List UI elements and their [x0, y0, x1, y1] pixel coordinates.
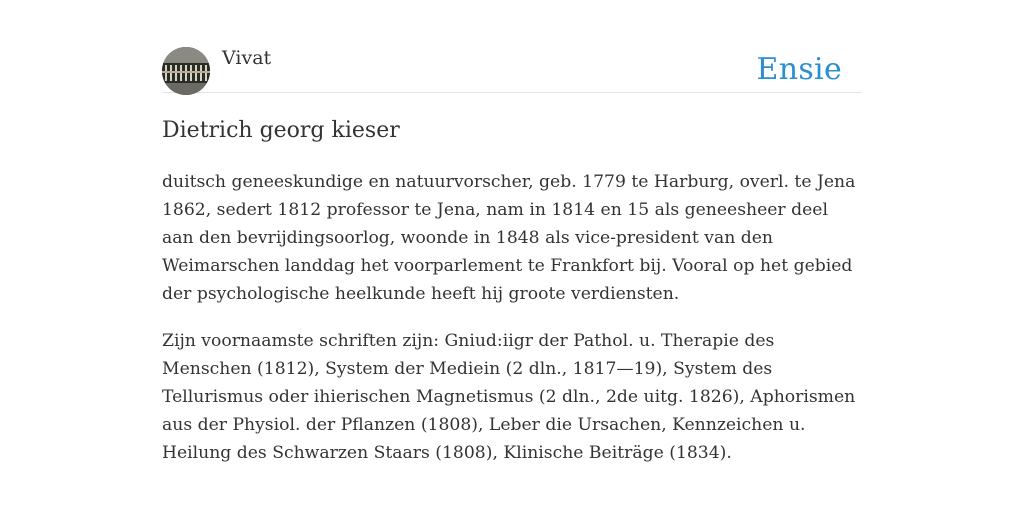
source-avatar[interactable]	[162, 47, 210, 95]
article-paragraph: duitsch geneeskundige en natuurvorscher, geb. 1779 te Harburg, overl. te Jena 1862, sedert 1812 professor te Jena, nam in 1814 en 15 als geneesheer deel aan den bevrijdingsoorlog, woonde in 1848 als vice-president van den Weimarschen landdag het voorparlement te Frankfort bij. Vooral op het gebied der psychologische heelkunde heeft hij groote verdiensten.	[162, 172, 856, 304]
header	[162, 46, 862, 93]
books-image-icon	[162, 47, 210, 95]
source-name[interactable]: Vivat	[222, 47, 272, 69]
article-title: Dietrich georg kieser	[162, 118, 400, 143]
article-paragraph: Zijn voornaamste schriften zijn: Gniud:iigr der Pathol. u. Therapie des Menschen (1812), System der Mediein (2 dln., 1817—19), System des Tellurismus oder ihierischen Magnetismus (2 dln., 2de uitg. 1826), Aphorismen aus der Physiol. der Pflanzen (1808), Leber die Ursachen, Kennzeichen u. Heilung des Schwarzen Staars (1808), Klinische Beiträge (1834).	[162, 331, 856, 463]
article-body	[162, 168, 862, 486]
brand-logo[interactable]: Ensie	[756, 52, 842, 87]
